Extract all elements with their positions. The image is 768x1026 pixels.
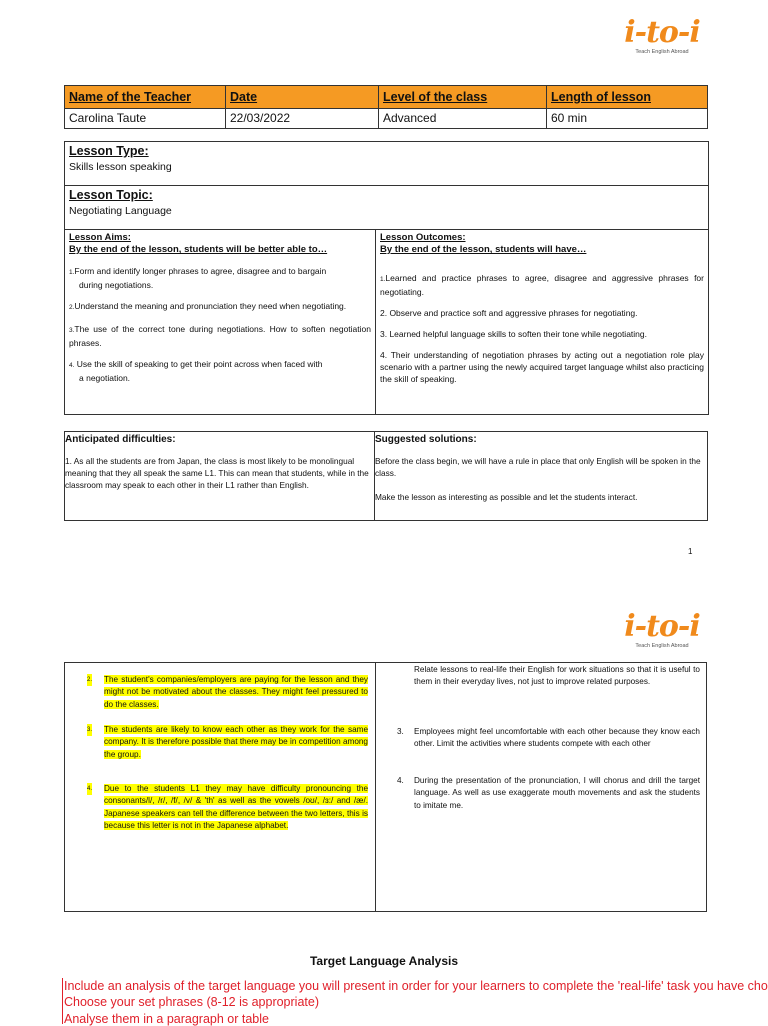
- section-title: Target Language Analysis: [309, 954, 459, 968]
- lesson-topic-cell: [65, 186, 709, 230]
- lesson-plan-table: [64, 141, 709, 415]
- level-header: Level of the class: [379, 86, 547, 109]
- logo-tagline: Teach English Abroad: [635, 49, 689, 55]
- brand-logo: [612, 15, 712, 55]
- difficulties-text: 1. As all the students are from Japan, the class is most likely to be monolingual meaning that they all speak the same L1. This can mean that students, while in the classroom may speak to each other in their L1 rather than English.: [65, 456, 369, 490]
- logo-tagline: Teach English Abroad: [635, 643, 689, 649]
- date-header: Date: [226, 86, 379, 109]
- length-value: 60 min: [547, 109, 708, 129]
- aim-item: 1.Form and identify longer phrases to agree, disagree and to bargain during negotiations.: [69, 266, 327, 290]
- difficulty-item: 3. The students are likely to know each other as they work for the same company. It is therefore possible that there may be in competition among the group.: [87, 725, 368, 759]
- difficulties-cell: [65, 432, 375, 521]
- lesson-topic-label: Lesson Topic:: [69, 188, 153, 202]
- level-value: Advanced: [379, 109, 547, 129]
- teacher-value: Carolina Taute: [65, 109, 226, 129]
- logo-mark: i-to-i: [624, 15, 700, 50]
- solution-item: 3. Employees might feel uncomfortable with each other because they know each other. Limit the activities where students compete with each other: [397, 727, 700, 749]
- solution-intro: Relate lessons to real-life their English for work situations so that it is useful to them in their everyday lives, not just to improve related purposes.: [414, 665, 700, 687]
- aim-item: 3.The use of the correct tone during negotiations. How to soften negotiation phrases.: [69, 324, 371, 348]
- lesson-outcomes-cell: [376, 230, 709, 415]
- outcomes-title: Lesson Outcomes:: [380, 232, 466, 243]
- solutions-cell: [375, 432, 708, 521]
- brand-logo: [612, 609, 712, 649]
- length-header: Length of lesson: [547, 86, 708, 109]
- table-divider: [375, 663, 376, 911]
- outcomes-subtitle: By the end of the lesson, students will have…: [380, 244, 587, 255]
- lesson-type-value: Skills lesson speaking: [69, 161, 172, 173]
- difficulty-item: 4. Due to the students L1 they may have difficulty pronouncing the consonants/l/, /r/, /f/, /v/ & 'th' as well as the vowels /oʊ/, /ɜ:/ and /æ/. Japanese speakers can tell the difference between the two letters, this is because this letter is not in the Japanese alphabet.: [87, 784, 368, 830]
- instruction-line: Analyse them in a paragraph or table: [64, 1012, 269, 1026]
- lesson-topic-value: Negotiating Language: [69, 205, 172, 217]
- aims-title: Lesson Aims:: [69, 232, 131, 243]
- aim-item: 4. Use the skill of speaking to get their point across when faced with a negotiation.: [69, 359, 323, 383]
- outcome-item: 4. Their understanding of negotiation phrases by acting out a negotiation role play scenario with a partner using the newly acquired target language whilst also practicing the skill of speaking.: [380, 350, 704, 384]
- outcome-item: 1.Learned and practice phrases to agree, disagree and aggressive phrases for negotiating.: [380, 273, 704, 297]
- solutions-text-2: Make the lesson as interesting as possible and let the students interact.: [375, 492, 638, 502]
- teacher-header: Name of the Teacher: [65, 86, 226, 109]
- difficulties-table: [64, 431, 708, 521]
- page-number: 1: [688, 547, 693, 556]
- outcome-item: 3. Learned helpful language skills to soften their tone while negotiating.: [380, 329, 647, 339]
- aims-subtitle: By the end of the lesson, students will be better able to…: [69, 244, 328, 255]
- date-value: 22/03/2022: [226, 109, 379, 129]
- aim-item: 2.Understand the meaning and pronunciation they need when negotiating.: [69, 301, 347, 311]
- logo-mark: i-to-i: [624, 609, 700, 644]
- solutions-text-1: Before the class begin, we will have a rule in place that only English will be spoken in the class.: [375, 456, 701, 478]
- difficulties-title: Anticipated difficulties:: [65, 434, 176, 445]
- lesson-info-header-row: [65, 86, 708, 109]
- difficulty-item: 2. The student's companies/employers are paying for the lesson and they might not be motivated about the classes. They might feel pressured to do the classes.: [87, 675, 368, 709]
- instruction-line: Include an analysis of the target language you will present in order for your learners to complete the 'real-life' task you have cho: [64, 979, 768, 993]
- lesson-type-label: Lesson Type:: [69, 144, 149, 158]
- instruction-line: Choose your set phrases (8-12 is appropriate): [64, 995, 319, 1009]
- lesson-type-cell: [65, 142, 709, 186]
- lesson-info-row: [65, 109, 708, 129]
- lesson-aims-cell: [65, 230, 376, 415]
- outcome-item: 2. Observe and practice soft and aggressive phrases for negotiating.: [380, 308, 638, 318]
- solution-item: 4. During the presentation of the pronunciation, I will chorus and drill the target language. As well as use exaggerate mouth movements and ask the students to imitate me.: [397, 776, 700, 810]
- lesson-info-table: [64, 85, 708, 129]
- solutions-title: Suggested solutions:: [375, 434, 477, 445]
